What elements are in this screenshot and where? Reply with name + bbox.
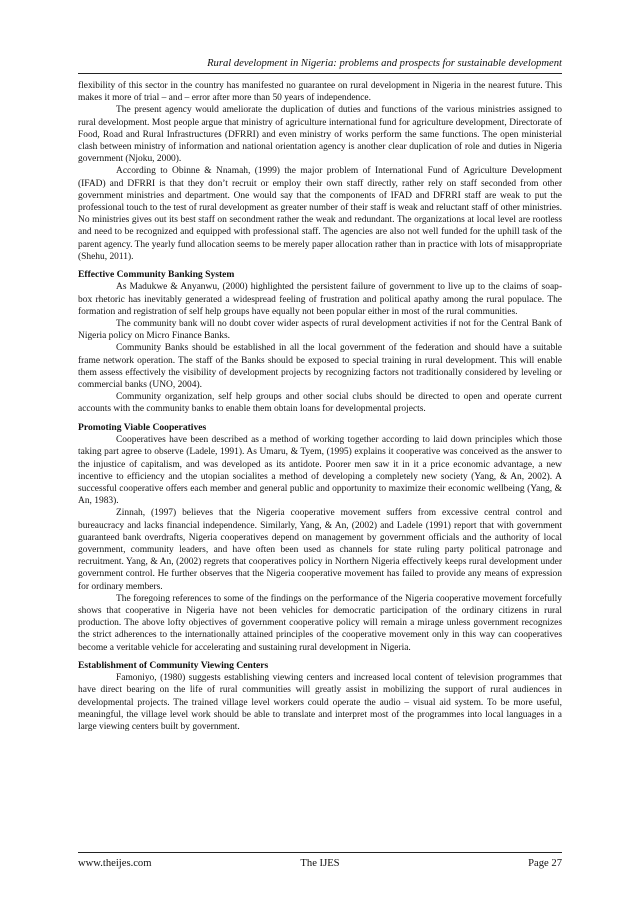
paragraph: Zinnah, (1997) believes that the Nigeria cooperative movement suffers from excessive central control and bureaucracy and lacks financial independence. Similarly, Yang, & An, (2002) and Ladele (1991) report that with government guaranteed bank overdrafts, Nigeria cooperatives depend on management by government officials and the authority of local government, community leaders, and have often been used as channels for state ruling party political patronage and recruitment. Yang, & An, (2002) regrets that cooperatives policy in Northern Nigeria effectively keeps rural development under government control. He further observes that the Nigeria cooperative movement has failed to provide any means of expression for ordinary members. — [78, 508, 562, 592]
page-footer — [78, 857, 562, 870]
article-body — [78, 80, 562, 733]
paragraph: The community bank will no doubt cover wider aspects of rural development activities if not for the Central Bank of Nigeria policy on Micro Finance Banks. — [78, 319, 562, 342]
paragraph: Cooperatives have been described as a method of working together according to laid down principles which those taking part agree to observe (Ladele, 1991). As Umaru, & Tyem, (1995) explains it cooperative was conceived as the answer to the injustice of capitalism, and was developed as its antidote. Poorer men saw it in it a price economic advantage, a new incentive to efficiency and the utopian socialites a method of developing a completely new society (Yang, & An, 2002). A successful cooperative offers each member and general public and opportunity to maximize their economic wellbeing (Yang, & An, 1983). — [78, 435, 562, 507]
footer-website: www.theijes.com — [78, 858, 152, 869]
footer-rule — [78, 852, 562, 853]
paragraph: flexibility of this sector in the country has manifested no guarantee on rural development in Nigeria in the nearest future. This makes it more of trial – and – error after more than 50 years of independence. — [78, 81, 562, 104]
page-number: Page 27 — [528, 858, 562, 869]
paragraph: Community organization, self help groups and other social clubs should be directed to open and operate current accounts with the community banks to enable them obtain loans for developmental projects. — [78, 392, 562, 415]
paragraph: According to Obinne & Nnamah, (1999) the major problem of International Fund of Agriculture Development (IFAD) and DFRRI is that they don’t recruit or employ their own staff directly, rather rely on staff seconded from other government ministries and department. One would say that the components of IFAD and DFRRI staff are weak to put the professional touch to the test of rural development as greater number of their staff is weak and reluctant staff of other ministries. No ministries gives out its best staff on secondment rather the weak and redundant. The organizations at local level are rootless and need to be recognized and equipped with professional staff. The agencies are also not well funded for the uphill task of the parent agency. The yearly fund allocation seems to be merely paper allocation rather than in practice with lots of misappropriate (Shehu, 2011). — [78, 166, 562, 262]
paragraph: Community Banks should be established in all the local government of the federation and should have a suitable frame network operation. The staff of the Banks should be exposed to special training in rural development. This will enable them assess effectively the visibility of development projects by recognizing factors not traditionally considered by leveling or commercial banks (UNO, 2004). — [78, 343, 562, 391]
section-heading: Effective Community Banking System — [78, 269, 235, 281]
header-rule — [78, 73, 562, 74]
paragraph: Famoniyo, (1980) suggests establishing viewing centers and increased local content of television programmes that have direct bearing on the life of rural communities will greatly assist in mobilizing the support of rural audiences in developmental projects. The trained village level workers could operate the audio – visual aid system. To be more useful, meaningful, the village level work should be able to translate and interpret most of the programmes into local languages in a large viewing centers built by government. — [78, 673, 562, 732]
paragraph: As Madukwe & Anyanwu, (2000) highlighted the persistent failure of government to live up to the claims of soap-box rhetoric has inevitably generated a widespread feeling of frustration and political apathy among the rural populace. The formation and registration of self help groups have equally not been popular either in most of the rural communities. — [78, 282, 562, 317]
paragraph: The foregoing references to some of the findings on the performance of the Nigeria cooperative movement forcefully shows that cooperative in Nigeria have not been vehicles for democratic participation of the ordinary citizens in rural production. The above lofty objectives of government cooperative policy will remain a mirage unless government recognizes the strict adherences to the internationally attained principles of the cooperative movement only in this way can cooperatives become a veritable vehicle for accelerating and sustaining rural development in Nigeria. — [78, 593, 562, 653]
section-heading: Promoting Viable Cooperatives — [78, 421, 207, 433]
running-header: Rural development in Nigeria: problems and prospects for sustainable development — [207, 58, 562, 69]
section-heading: Establishment of Community Viewing Centers — [78, 659, 269, 671]
footer-journal: The IJES — [300, 858, 340, 869]
paragraph: The present agency would ameliorate the duplication of duties and functions of the various ministries assigned to rural development. Most people argue that ministry of agriculture international fund for agriculture development, Directorate of Food, Road and Rural Infrastructures (DFRRI) and even ministry of works perform the same functions. The open ministerial clash between ministry of information and national orientation agency is another clear duplication of role and duties in Nigeria government (Njoku, 2000). — [78, 105, 562, 165]
